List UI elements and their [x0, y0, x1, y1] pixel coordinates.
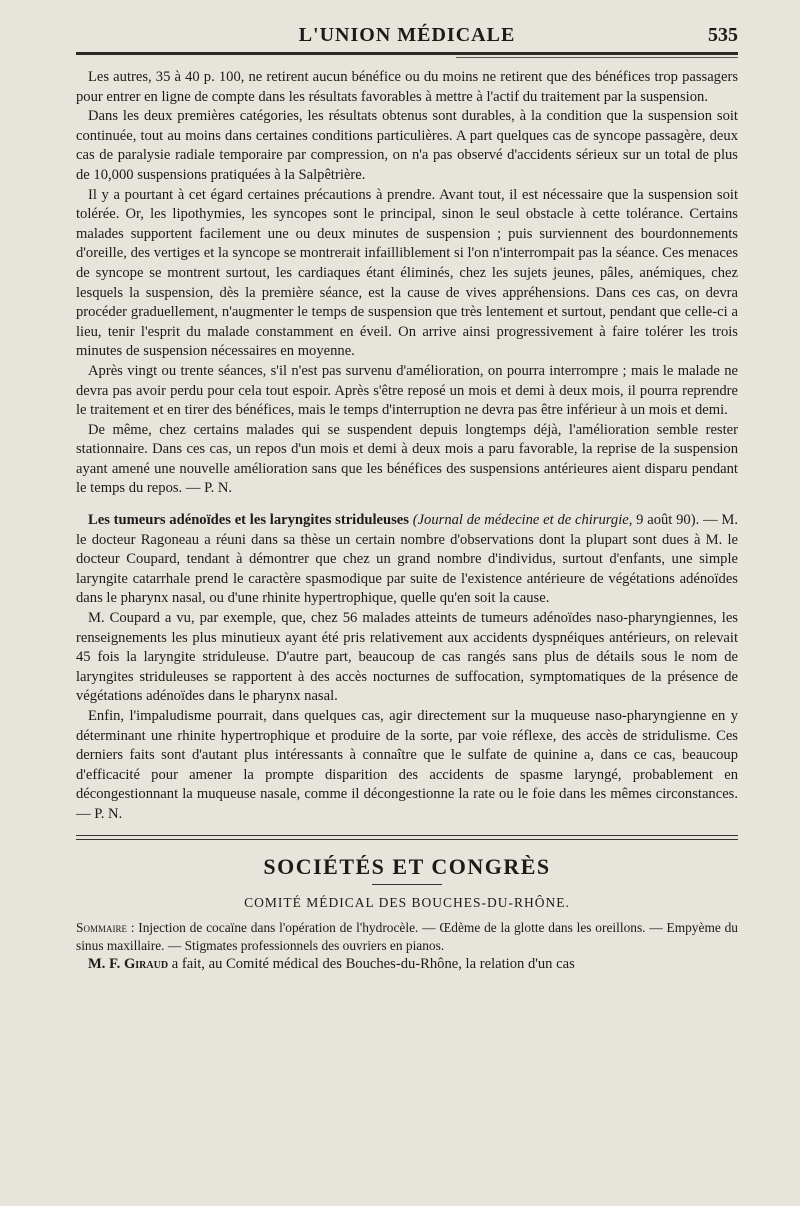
journal-citation: (Journal de médecine et de chirurgie,	[412, 512, 633, 529]
section-subtitle: COMITÉ MÉDICAL DES BOUCHES-DU-RHÔNE.	[244, 894, 570, 910]
header-rule	[456, 57, 738, 58]
sommaire	[76, 919, 738, 955]
paragraph: Les autres, 35 à 40 p. 100, ne retirent aucun bénéfice ou du moins ne retirent que des bénéfices trop passagers pour entrer en ligne de compte dans les résultats favorables à mettre à l'actif du traitement par la suspension.	[76, 69, 738, 105]
body-text	[76, 68, 738, 825]
section-divider	[76, 835, 738, 840]
section-opening	[76, 955, 738, 975]
running-title: L'UNION MÉDICALE	[298, 24, 516, 46]
article-intro	[76, 511, 738, 609]
page-header	[76, 18, 738, 55]
page-number: 535	[708, 24, 738, 46]
paragraph	[76, 955, 738, 975]
sommaire-label: Sommaire	[76, 919, 127, 935]
article-intro-text: — M. le docteur Ragoneau a réuni dans sa thèse un certain nombre d'observations dont la plupart sont dues à M. le docteur Coupard, tendant à démontrer que chez un grand nombre d'individus, surtout d'enfants, une simple laryngite catarrhale prend le caractère spasmodique par suite de l'existence antérieure de végétations adénoïdes dans le pharynx nasal, ou d'une rhinite hypertrophique, quelle qu'en soit la cause.	[76, 512, 738, 607]
section-title-rule	[372, 884, 442, 885]
sommaire-text: : Injection de cocaïne dans l'opération de l'hydrocèle. — Œdème de la glotte dans les oreillons. — Empyème du sinus maxillaire. — Stigmates professionnels des ouvriers en pianos.	[76, 919, 738, 953]
author-name: M. F. Giraud	[88, 955, 169, 972]
paragraph: Enfin, l'impaludisme pourrait, dans quelques cas, agir directement sur la muqueuse naso-pharyngienne en y déterminant une rhinite hypertrophique et produire de la sorte, par voie réflexe, des accès de stridulisme. Ces derniers faits sont d'autant plus intéressants à connaître que le sulfate de quinine a, dans ce cas, beaucoup d'efficacité pour amener la prompte disparition des accidents de spasme laryngé, probablement en décongestionnant la muqueuse nasale, comme il décongestionne la rate ou le foie dans les mêmes circonstances. — P. N.	[76, 708, 738, 822]
paragraph: Après vingt ou trente séances, s'il n'est pas survenu d'amélioration, on pourra interrompre ; mais le malade ne devra pas avoir perdu pour cela tout espoir. Après s'être reposé un mois et demi à deux mois, il pourra reprendre le traitement et en tirer des bénéfices, mais le temps d'interruption ne devra pas être inférieur à un mois et demi.	[76, 362, 738, 419]
paragraph: Dans les deux premières catégories, les résultats obtenus sont durables, à la condition que la suspension soit continuée, tout au moins dans certaines conditions particulières. A part quelques cas de syncope passagère, deux cas de paralysie radiale temporaire par compression, on n'a pas observé d'accidents sérieux sur un total de plus de 10,000 suspensions pratiquées à la Salpêtrière.	[76, 108, 738, 183]
paragraph: M. Coupard a vu, par exemple, que, chez 56 malades atteints de tumeurs adénoïdes naso-pharyngiennes, les renseignements les plus minutieux ayant été pris relativement aux accidents dyspnéiques antérieurs, on relevait 45 fois la laryngite striduleuse. D'autre part, beaucoup de cas rangés sans plus de détails sous le nom de laryngites striduleuses se rapportent à des accès nocturnes de suffocation, symptomatiques de la présence de végétations adénoïdes dans le pharynx nasal.	[76, 610, 738, 705]
section-title: SOCIÉTÉS ET CONGRÈS	[263, 853, 551, 879]
paragraph: Il y a pourtant à cet égard certaines précautions à prendre. Avant tout, il est nécessaire que la suspension soit tolérée. Or, les lipothymies, les syncopes sont le principal, sinon le seul obstacle à cette tolérance. Certains malades supportent facilement une ou deux minutes de suspension ; puis surviennent des bourdonnements d'oreille, des vertiges et la syncope se montrerait infailliblement si l'on n'interrompait pas la séance. Ces menaces de syncope se montrent surtout, les cardiaques étant éliminés, chez les sujets jeunes, pâles, anémiques, chez lesquels la suspension, dès la première séance, est la cause de vives appréhensions. Dans ces cas, on devra procéder graduellement, n'augmenter le temps de suspension que très lentement et surtout, pendant que celle-ci a lieu, tenir l'esprit du malade constamment en éveil. On arrive ainsi progressivement à faire tolérer les trois minutes de suspension nécessaires en moyenne.	[76, 186, 738, 360]
article-heading: Les tumeurs adénoïdes et les laryngites striduleuses	[88, 512, 409, 529]
journal-date: 9 août 90).	[632, 512, 700, 529]
paragraph: De même, chez certains malades qui se suspendent depuis longtemps déjà, l'amélioration semble rester stationnaire. Dans ces cas, un repos d'un mois et demi à deux mois a paru favorable, la reprise de la suspension ayant amené une nouvelle amélioration sans que les bénéfices des suspensions antérieures aient disparu pendant le temps du repos. — P. N.	[76, 421, 738, 497]
opening-text: a fait, au Comité médical des Bouches-du-Rhône, la relation d'un cas	[168, 955, 575, 972]
